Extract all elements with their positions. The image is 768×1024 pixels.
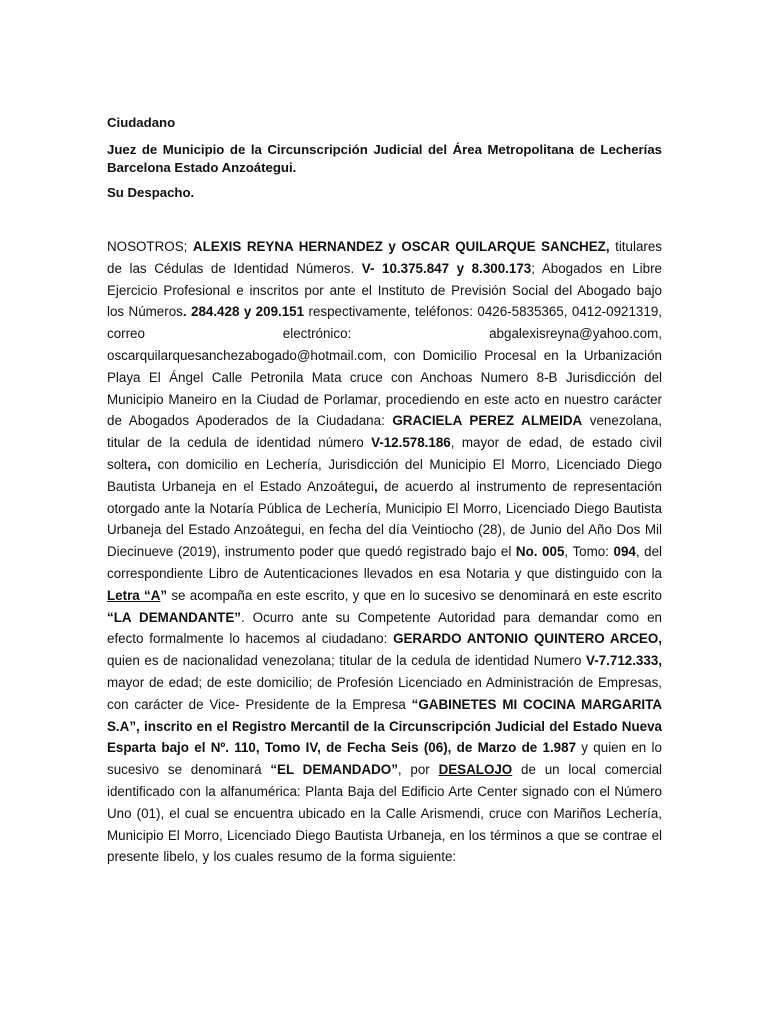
body-text-run: , xyxy=(373,478,378,494)
body-text-run: de acuerdo al instrumento de representación otorgado ante la Notaría Pública de Lechería, Municipio El Morro, Licenciado Diego Bautista Urbaneja del Estado Anzoátegui, en fecha del día Veintiocho (28), de Junio del Año Dos Mil Diecinueve (2019), instrumento poder que quedó registrado bajo el xyxy=(107,478,662,560)
body-text-run: con domicilio en Lechería, Jurisdicción del Municipio El Morro, Licenciado Diego Bautista Urbaneja en el Estado Anzoátegui xyxy=(107,456,662,494)
body-text-run: 094 xyxy=(613,544,636,560)
body-text-run: DESALOJO xyxy=(438,762,513,778)
body-text-run: ; Abogados en Libre Ejercicio Profesional e inscritos por ante el Instituto de Previsión Social del Abogado bajo los Números xyxy=(107,260,663,320)
body-text-run: V-12.578.186 xyxy=(371,435,451,451)
body-text-run: se acompaña en este escrito, y que en lo sucesivo se denominará en este escrito xyxy=(167,587,662,603)
body-text-run: No. 005 xyxy=(515,544,565,560)
body-text-run: , xyxy=(147,456,151,472)
body-text-run: NOSOTROS; xyxy=(107,239,193,254)
body-text-run: y quien en lo sucesivo se denominará xyxy=(107,740,662,778)
document-body xyxy=(107,236,662,868)
body-text-run: , por xyxy=(397,762,439,778)
body-text-run: . 284.428 y 209.151 xyxy=(182,304,305,320)
body-text-run: V-7.712.333, xyxy=(586,653,662,669)
body-text-run: . Ocurro ante su Competente Autoridad para demandar como en efecto formalmente lo hacemos al ciudadano: xyxy=(107,609,662,647)
body-text-run: , del correspondiente Libro de Autenticaciones llevados en esa Notaria y que distinguido con la xyxy=(107,544,663,581)
body-text-run: V- 10.375.847 y 8.300.173 xyxy=(361,260,532,276)
body-text-run: respectivamente, teléfonos: 0426-5835365, 0412-0921319, correo electrónico: abgalexisreyna@yahoo.com, oscarquilarquesanchezabogado@hotmail.com, con Domicilio Procesal en la Urbanización Playa El Ángel Calle Petronila Mata cruce con Anchoas Numero 8-B Jurisdicción del Municipio Maneiro en la Ciudad de Porlamar, procediendo en este acto en nuestro carácter de Abogados Apoderados de la Ciudadana: xyxy=(107,304,662,429)
body-text-run: “GABINETES MI COCINA MARGARITA S.A”, inscrito en el Registro Mercantil de la Circunscripción Judicial del Estado Nueva Esparta bajo el Nº. 110, Tomo IV, de Fecha Seis (06), de Marzo de 1.987 xyxy=(107,696,662,756)
body-text-run: Letra “A xyxy=(107,587,161,603)
body-text-run: titulares de las Cédulas de Identidad Números. xyxy=(107,239,662,276)
body-text-run: quien es de nacionalidad venezolana; titular de la cedula de identidad Numero xyxy=(107,653,587,669)
body-text-run: ALEXIS REYNA HERNANDEZ y OSCAR QUILARQUE SANCHEZ, xyxy=(192,239,610,254)
body-text-run: venezolana, titular de la cedula de identidad número xyxy=(107,413,663,451)
addressee-office: Su Despacho. xyxy=(107,185,195,200)
body-text-run: de un local comercial identificado con la alfanumérica: Planta Baja del Edificio Arte Center signado con el Número Uno (01), el cual se encuentra ubicado en la Calle Arismendi, cruce con Mariños Lechería, Municipio El Morro, Licenciado Diego Bautista Urbaneja, en los términos a que se contrae el presente libelo, y los cuales resumo de la forma siguiente: xyxy=(107,762,663,865)
body-text-run: GRACIELA PEREZ ALMEIDA xyxy=(392,413,583,429)
addressee-block xyxy=(107,114,662,202)
addressee-greeting: Ciudadano xyxy=(107,115,176,130)
body-paragraph xyxy=(107,236,662,868)
body-text-run: “EL DEMANDADO” xyxy=(270,762,398,778)
body-text-run: GERARDO ANTONIO QUINTERO ARCEO, xyxy=(393,631,662,647)
body-text-run: , Tomo: xyxy=(564,544,614,560)
body-text-run: ” xyxy=(160,587,168,603)
body-text-run: “LA DEMANDANTE” xyxy=(107,609,241,625)
body-text-run: mayor de edad; de este domicilio; de Profesión Licenciado en Administración de Empresas, con carácter de Vice- Presidente de la Empresa xyxy=(107,674,662,712)
body-text-run: , mayor de edad, de estado civil soltera xyxy=(107,435,662,472)
addressee-judge: Juez de Municipio de la Circunscripción Judicial del Área Metropolitana de Lecherías Barcelona Estado Anzoátegui. xyxy=(107,142,662,175)
